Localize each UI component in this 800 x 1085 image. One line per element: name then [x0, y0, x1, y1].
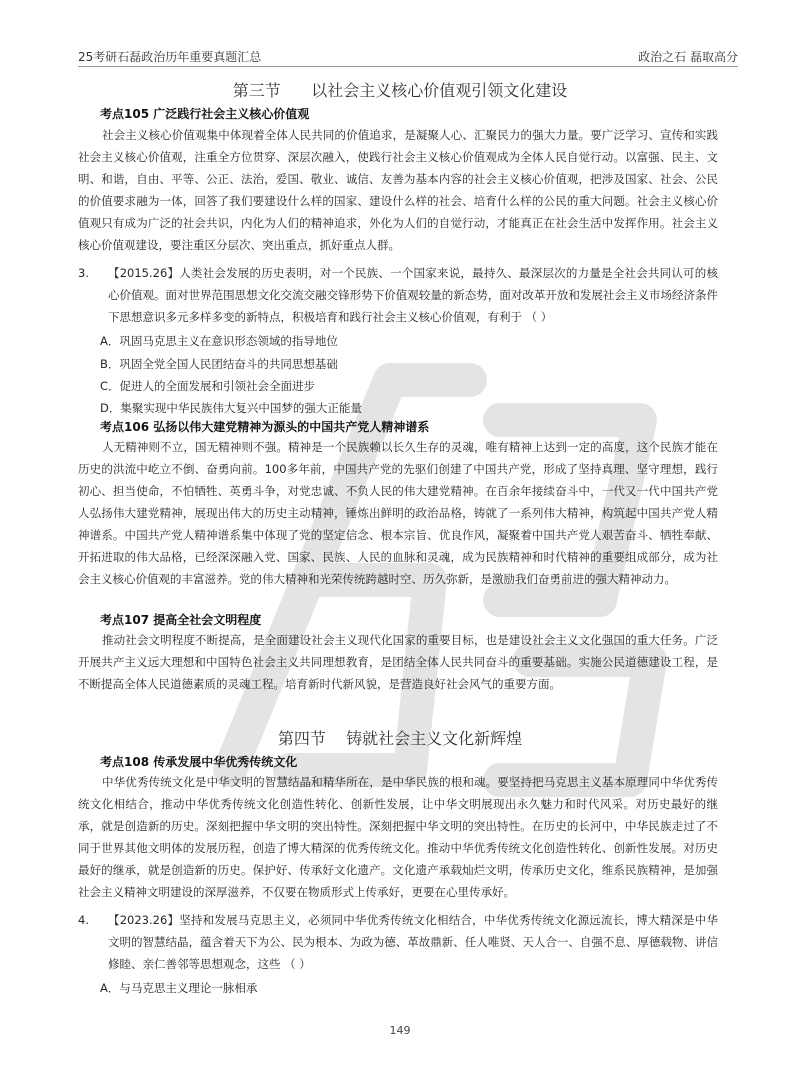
question-4 — [78, 909, 718, 975]
kd106-paragraph: 人无精神则不立，国无精神则不强。精神是一个民族赖以长久生存的灵魂，唯有精神上达到一定的高度，这个民族才能在历史的洪流中屹立不倒、奋勇向前。100多年前，中国共产党的先驱们创建了中国共产党，形成了坚持真理、坚守理想，践行初心、担当使命，不怕牺牲、英勇斗争，对党忠诚、不负人民的伟大建党精神。在百余年接续奋斗中，一代又一代中国共产党人弘扬伟大建党精神，展现出伟大的历史主动精神，锤炼出鲜明的政治品格，铸就了一系列伟大精神，构筑起中国共产党人精神谱系。中国共产党人精神谱系集中体现了党的坚定信念、根本宗旨、优良作风，凝聚着中国共产党人艰苦奋斗、牺牲奉献、开拓进取的伟大品格，已经深深融入党、国家、民族、人民的血脉和灵魂，成为民族精神和时代精神的重要组成部分，成为社会主义核心价值观的丰富滋养。党的伟大精神和光荣传统跨越时空、历久弥新，是激励我们奋勇前进的强大精神动力。 — [78, 440, 718, 586]
page-header — [78, 46, 738, 67]
question-4-option-a: A．与马克思主义理论一脉相承 — [100, 981, 258, 995]
kd108-paragraph: 中华优秀传统文化是中华文明的智慧结晶和精华所在，是中华民族的根和魂。要坚持把马克思主义基本原理同中华优秀传统文化相结合，推动中华优秀传统文化创造性转化、创新性发展，让中华文明展现出永久魅力和时代风采。对历史最好的继承，就是创造新的历史。深刻把握中华文明的突出特性。深刻把握中华文明的突出特性。在历史的长河中，中华民族走过了不同于世界其他文明体的发展历程，创造了博大精深的优秀传统文化。推动中华优秀传统文化创造性转化、创新性发展。对历史最好的继承，就是创造新的历史。保护好、传承好文化遗产。文化遗产承载灿烂文明，传承历史文化，维系民族精神，是加强社会主义精神文明建设的深厚滋养，不仅要在物质形式上传承好，更要在心里传承好。 — [78, 775, 718, 899]
section-3-title: 第三节 以社会主义核心价值观引领文化建设 — [232, 81, 568, 100]
kd108-heading: 考点108 传承发展中华优秀传统文化 — [100, 755, 298, 769]
question-3 — [78, 262, 718, 328]
question-3-number: 3. — [78, 266, 89, 280]
header-title: 25考研石磊政治历年重要真题汇总 — [78, 50, 262, 64]
kd105-paragraph: 社会主义核心价值观集中体现着全体人民共同的价值追求，是凝聚人心、汇聚民力的强大力量。要广泛学习、宣传和实践社会主义核心价值观，注重全方位贯穿、深层次融入，使践行社会主义核心价值观成为全体人民自觉行动。以富强、民主、文明、和谐，自由、平等、公正、法治，爱国、敬业、诚信、友善为基本内容的社会主义核心价值观，把涉及国家、社会、公民的价值要求融为一体，回答了我们要建设什么样的国家、建设什么样的社会、培育什么样的公民的重大问题。社会主义核心价值观只有成为广泛的社会共识，内化为人们的精神追求，外化为人们的自觉行动，才能真正在社会生活中发挥作用。社会主义核心价值观建设，要注重区分层次、突出重点，抓好重点人群。 — [78, 128, 718, 252]
kd107-heading: 考点107 提高全社会文明程度 — [100, 613, 262, 627]
question-4-text: 【2023.26】坚持和发展马克思主义，必须同中华优秀传统文化相结合，中华优秀传统文化源远流长，博大精深是中华文明的智慧结晶，蕴含着天下为公、民为根本、为政为德、革故鼎新、任人唯贤、天人合一、自强不息、厚德载物、讲信修睦、亲仁善邻等思想观念，这些 （ ） — [108, 913, 718, 971]
page-number: 149 — [389, 1024, 411, 1037]
question-3-option-a: A．巩固马克思主义在意识形态领域的指导地位 — [100, 334, 338, 348]
section-4-title: 第四节 铸就社会主义文化新辉煌 — [277, 729, 523, 748]
question-3-option-b: B．巩固全党全国人民团结奋斗的共同思想基础 — [100, 357, 338, 371]
header-slogan: 政治之石 磊取高分 — [638, 50, 738, 64]
kd107-paragraph: 推动社会文明程度不断提高，是全面建设社会主义现代化国家的重要目标，也是建设社会主义文化强国的重大任务。广泛开展共产主义远大理想和中国特色社会主义共同理想教育，是团结全体人民共同奋斗的重要基础。实施公民道德建设工程，是不断提高全体人民道德素质的灵魂工程。培育新时代新风貌，是营造良好社会风气的重要方面。 — [78, 633, 718, 691]
question-4-number: 4. — [78, 913, 89, 927]
question-3-option-d: D．集聚实现中华民族伟大复兴中国梦的强大正能量 — [100, 401, 362, 415]
kd105-heading: 考点105 广泛践行社会主义核心价值观 — [100, 107, 310, 121]
question-3-text: 【2015.26】人类社会发展的历史表明，对一个民族、一个国家来说，最持久、最深层次的力量是全社会共同认可的核心价值观。面对世界范围思想文化交流交融交锋形势下价值观较量的新态势，面对改革开放和发展社会主义市场经济条件下思想意识多元多样多变的新特点，积极培育和践行社会主义核心价值观，有利于 （ ） — [108, 266, 718, 324]
question-3-option-c: C．促进人的全面发展和引领社会全面进步 — [100, 379, 316, 393]
kd106-heading: 考点106 弘扬以伟大建党精神为源头的中国共产党人精神谱系 — [100, 420, 430, 434]
